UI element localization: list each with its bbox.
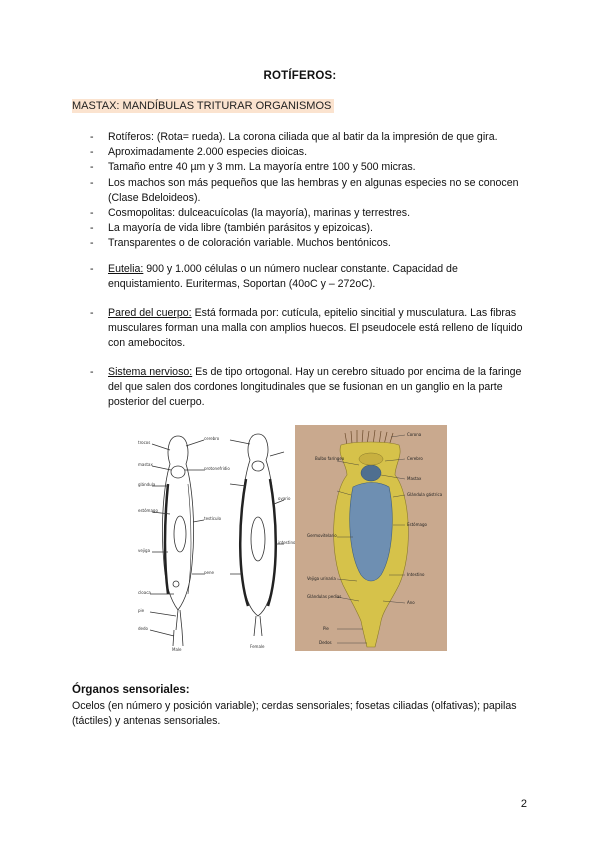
label-glandulas-pedias: Glándulas pedias — [307, 594, 342, 599]
label-mastax-photo: Mastax — [407, 476, 422, 481]
rotifer-color-illustration — [295, 425, 447, 651]
label-female: Female — [250, 644, 265, 649]
organos-paragraph: Ocelos (en número y posición variable); cerdas sensoriales; fosetas ciliadas (olfativas); papilas (táctiles) y antenas sensoriales. — [72, 700, 517, 727]
pared-section — [88, 306, 528, 352]
label-pene: pene — [204, 570, 214, 575]
label-ano: Ano — [407, 600, 415, 605]
label-dedo: dedo — [138, 626, 148, 631]
pared-text: Está formada por: cutícula, epitelio sincitial y musculatura. Las fibras musculares forman una malla con amplios huecos. El pseudocele está relleno de líquido con amebocitos. — [108, 307, 523, 350]
list-item: - La mayoría de vida libre (también parásitos y epizoicas). — [88, 221, 528, 236]
list-item — [88, 306, 528, 352]
list-item: - Aproximadamente 2.000 especies dioicas. — [88, 145, 528, 160]
page-title: ROTÍFEROS: — [263, 70, 337, 82]
label-vejiga-photo: Vejiga urinaria — [307, 576, 336, 581]
list-item — [88, 262, 528, 292]
label-protonefridio: protonefridio — [204, 466, 230, 471]
list-item: - Los machos son más pequeños que las hembras y en algunas especies no se conocen (Clase Bdeloideos). — [88, 176, 528, 206]
section-heading-organos: Órganos sensoriales: — [72, 684, 190, 696]
label-intestino-photo: Intestino — [407, 572, 425, 577]
label-bulbo: Bulbo faríngeo — [315, 456, 345, 461]
label-pie-photo: Pie — [323, 626, 329, 631]
list-item: - Transparentes o de coloración variable. Muchos bentónicos. — [88, 236, 528, 251]
eutelia-text: 900 y 1.000 células o un número nuclear constante. Capacidad de enquistamiento. Euritermas, Soportan (40oC y – 272oC). — [108, 263, 458, 291]
label-germovitelario: Germovitelario — [307, 533, 337, 538]
rotifer-color-svg — [295, 425, 447, 651]
label-vejiga: vejiga — [138, 548, 151, 553]
page-number: 2 — [520, 798, 527, 810]
label-corona: Corona — [407, 432, 422, 437]
rotifer-drawing-svg — [138, 424, 295, 652]
sistema-label: Sistema nervioso: — [108, 366, 193, 378]
label-estomago-photo: Estómago — [407, 522, 427, 527]
label-mastax: mastax — [138, 462, 153, 467]
sistema-text: Es de tipo ortogonal. Hay un cerebro situado por encima de la faringe del que salen dos cordones longitudinales que se fusionan en un ganglio en la parte posterior del cuerpo. — [108, 366, 522, 409]
label-estomago: estómago — [138, 508, 158, 513]
list-item — [88, 365, 528, 411]
rotifer-line-drawing — [138, 424, 295, 652]
sistema-section — [88, 365, 528, 411]
eutelia-label: Eutelia: — [108, 263, 144, 275]
label-ovario: ovario — [278, 496, 291, 501]
list-item: - Tamaño entre 40 µm y 3 mm. La mayoría entre 100 y 500 micras. — [88, 160, 528, 175]
label-glandula-gastrica: Glándula gástrica — [407, 492, 443, 497]
list-item: - Cosmopolitas: dulceacuícolas (la mayoría), marinas y terrestres. — [88, 206, 528, 221]
label-dedos: Dedos — [319, 640, 332, 645]
list-item: - Rotíferos: (Rota= rueda). La corona ciliada que al batir da la impresión de que gira. — [88, 130, 528, 145]
label-glandula: glándula — [138, 482, 156, 487]
label-cerebro: cerebro — [204, 436, 220, 441]
label-testiculo: testículo — [204, 516, 222, 521]
highlighted-heading: MASTAX: MANDÍBULAS TRITURAR ORGANISMOS — [72, 99, 334, 113]
label-pie: pie — [138, 608, 145, 613]
label-trocos: trocos — [138, 440, 151, 445]
pared-label: Pared del cuerpo: — [108, 307, 192, 319]
label-cloaca: cloaca — [138, 590, 151, 595]
label-intestino: intestino — [278, 540, 295, 545]
eutelia-section — [88, 262, 528, 292]
label-cerebro-photo: Cerebro — [407, 456, 423, 461]
bullet-list — [88, 130, 528, 252]
label-male: Male — [172, 647, 182, 652]
